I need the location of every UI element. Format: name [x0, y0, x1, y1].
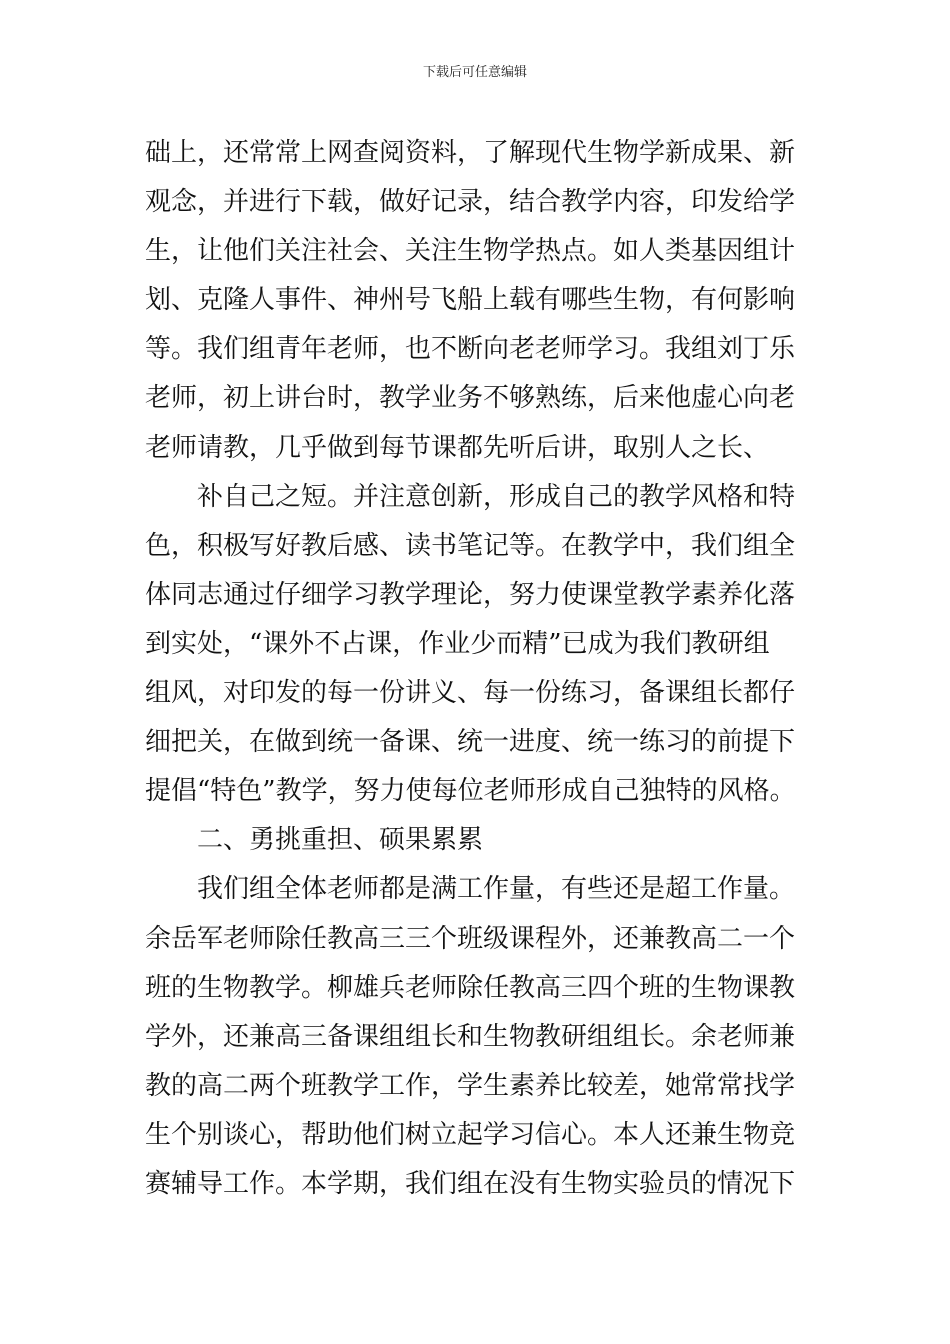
section-heading: 二、勇挑重担、硕果累累: [197, 825, 484, 856]
page-header: 下载后可任意编辑: [422, 65, 527, 80]
text-line: 余岳军老师除任教高三三个班级课程外，还兼教高二一个: [145, 923, 796, 954]
text-line: 补自己之短。并注意创新，形成自己的教学风格和特: [197, 481, 796, 512]
text-line: 体同志通过仔细学习教学理论，努力使课堂教学素养化落: [145, 579, 796, 610]
text-line: 到实处，“课外不占课，作业少而精”已成为我们教研组: [145, 628, 770, 659]
text-line: 生，让他们关注社会、关注生物学热点。如人类基因组计: [145, 236, 796, 267]
text-line: 生个别谈心，帮助他们树立起学习信心。本人还兼生物竞: [145, 1119, 796, 1150]
text-line: 学外，还兼高三备课组组长和生物教研组组长。余老师兼: [145, 1021, 796, 1052]
text-line: 教的高二两个班教学工作，学生素养比较差，她常常找学: [145, 1070, 796, 1101]
text-line: 我们组全体老师都是满工作量，有些还是超工作量。: [197, 874, 796, 905]
text-line: 班的生物教学。柳雄兵老师除任教高三四个班的生物课教: [145, 972, 796, 1003]
text-line: 观念，并进行下载，做好记录，结合教学内容，印发给学: [145, 187, 796, 218]
text-line: 提倡“特色”教学，努力使每位老师形成自己独特的风格。: [145, 776, 796, 807]
text-line: 赛辅导工作。本学期，我们组在没有生物实验员的情况下: [145, 1168, 796, 1199]
text-line: 细把关，在做到统一备课、统一进度、统一练习的前提下: [145, 727, 796, 758]
text-line: 组风，对印发的每一份讲义、每一份练习，备课组长都仔: [145, 678, 796, 709]
document-body: [145, 129, 810, 1209]
text-line: 老师请教，几乎做到每节课都先听后讲，取别人之长、: [145, 432, 770, 463]
text-line: 础上，还常常上网查阅资料，了解现代生物学新成果、新: [145, 138, 796, 168]
text-line: 老师，初上讲台时，教学业务不够熟练，后来他虚心向老: [145, 383, 796, 414]
text-line: 划、克隆人事件、神州号飞船上载有哪些生物，有何影响: [145, 285, 796, 316]
text-line: 色，积极写好教后感、读书笔记等。在教学中，我们组全: [145, 530, 796, 561]
text-line: 等。我们组青年老师，也不断向老老师学习。我组刘丁乐: [145, 334, 796, 365]
